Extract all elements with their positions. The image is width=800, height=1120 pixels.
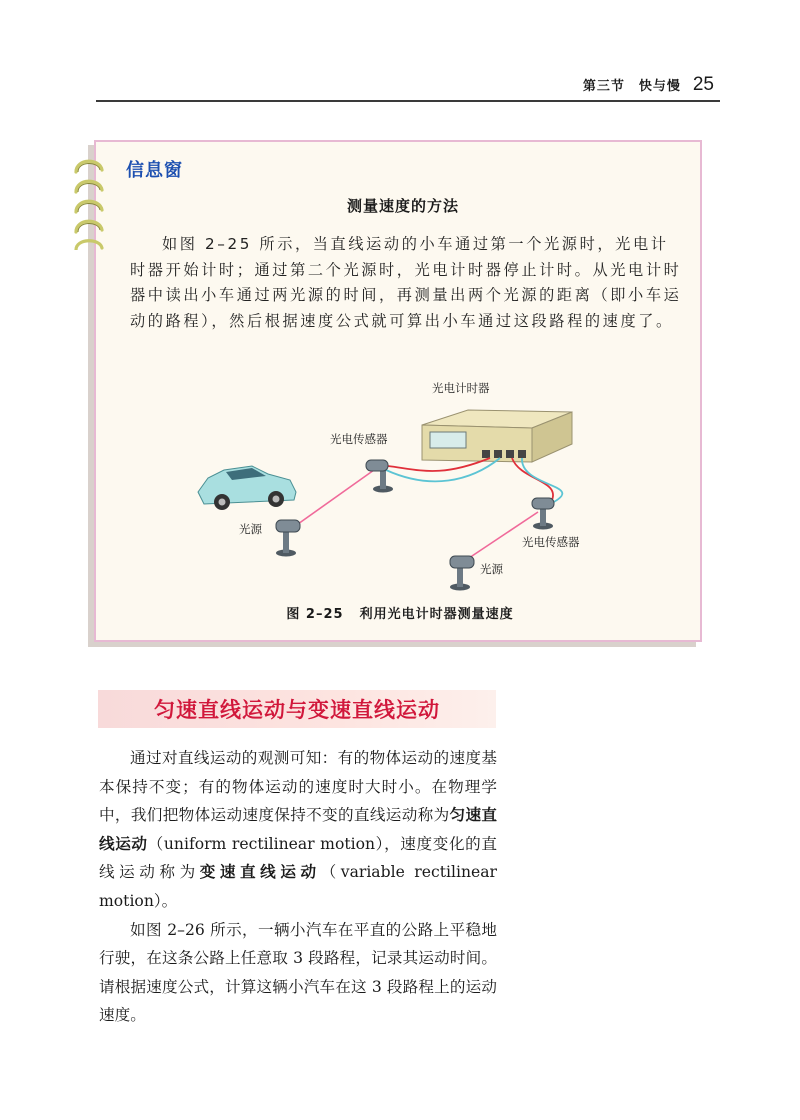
figure-caption (0, 603, 800, 622)
cable-red-2 (512, 458, 553, 500)
p1-text-c: （variable rectilinear motion）。 (99, 863, 497, 910)
p1-text-b: （uniform rectilinear motion），速度变化的直线运动称为 (99, 834, 497, 882)
main-text (99, 744, 497, 1030)
section-heading (98, 690, 496, 728)
laser-beam-1 (298, 470, 374, 524)
p1-text-a: 通过对直线运动的观测可知：有的物体运动的速度基本保持不变；有的物体运动的速度时大时小。在物理学中，我们把物体运动速度保持不变的直线运动称为 (99, 749, 497, 825)
term-uniform-motion: 匀速直线运动 (99, 806, 497, 853)
photo-sensor-1 (366, 460, 393, 493)
figure-caption-text: 利用光电计时器测量速度 (359, 607, 514, 622)
light-source-2 (450, 556, 474, 591)
timer-device (422, 410, 572, 462)
car-image (198, 466, 296, 510)
label-light-2: 光源 (480, 562, 503, 576)
section-heading-text: 匀速直线运动与变速直线运动 (154, 698, 440, 722)
cable-blue-2 (522, 458, 562, 504)
info-body: 如图 2–25 所示，当直线运动的小车通过第一个光源时，光电计时器开始计时；通过第二个光源时，光电计时器停止计时。从光电计时器中读出小车通过两光源的时间，再测量出两个光源的距离（即小车运动的路程），然后根据速度公式就可算出小车通过这段路程的速度了。 (130, 235, 682, 330)
info-title: 信息窗 (126, 160, 183, 181)
label-sensor-1: 光电传感器 (330, 432, 388, 446)
page-number: 25 (692, 74, 714, 95)
label-timer: 光电计时器 (432, 381, 490, 395)
label-sensor-2: 光电传感器 (522, 535, 580, 549)
section-label: 第三节 快与慢 (582, 79, 681, 94)
figure-number: 图 2–25 (286, 607, 344, 622)
figure-photoelectric-timer (160, 372, 630, 604)
light-source-1 (276, 520, 300, 557)
info-subtitle: 测量速度的方法 (346, 197, 459, 215)
paragraph-1 (99, 744, 497, 916)
paragraph-2: 如图 2–26 所示，一辆小汽车在平直的公路上平稳地行驶，在这条公路上任意取 3 段路程，记录其运动时间。请根据速度公式，计算这辆小汽车在这 3 段路程上的运动速度。 (99, 920, 497, 1025)
header-rule (96, 100, 720, 102)
term-variable-motion: 变速直线运动 (199, 863, 321, 882)
page-header (583, 74, 714, 96)
label-light-1: 光源 (239, 522, 262, 536)
